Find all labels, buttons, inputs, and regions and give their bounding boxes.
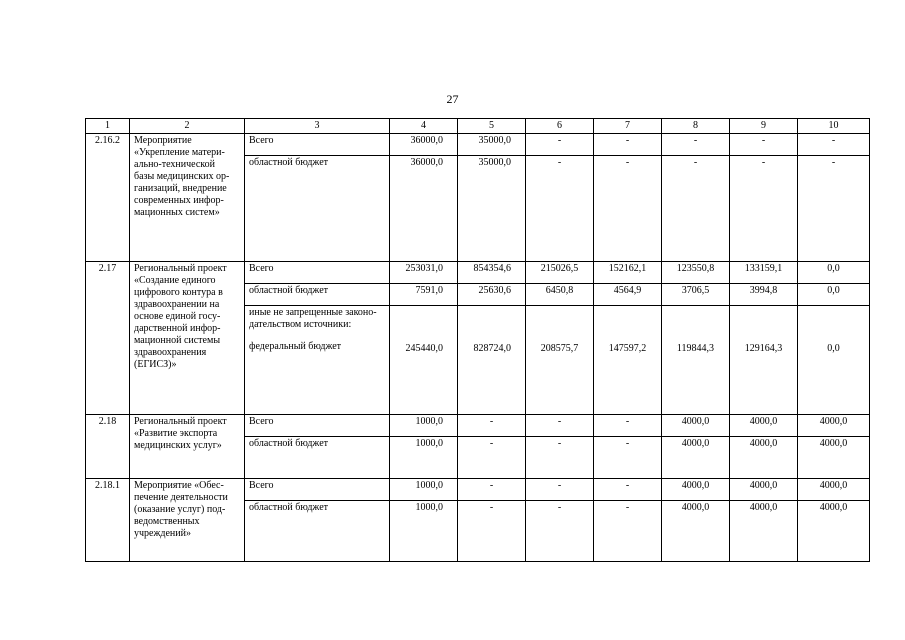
funding-source-label: областной бюджет <box>249 438 329 449</box>
value-cell: 215026,5 <box>526 262 594 284</box>
header-cell: 4 <box>390 119 458 134</box>
header-cell: 8 <box>662 119 730 134</box>
value-cell: 4564,9 <box>594 284 662 306</box>
item-name-line: основе единой госу- <box>134 311 221 322</box>
value-cell: 6450,8 <box>526 284 594 306</box>
value-cell: - <box>458 437 526 479</box>
funding-source-label: областной бюджет <box>249 157 329 168</box>
value-cell: 253031,0 <box>390 262 458 284</box>
value-cell: 4000,0 <box>662 415 730 437</box>
item-name-line: ведомственных <box>134 516 200 527</box>
header-cell: 6 <box>526 119 594 134</box>
item-name-line: «Развитие экспорта <box>134 428 218 439</box>
value-cell: 4000,0 <box>662 437 730 479</box>
header-cell: 3 <box>245 119 390 134</box>
item-name-line: ганизаций, внедрение <box>134 183 227 194</box>
item-name-line: мационной системы <box>134 335 221 346</box>
value-cell: - <box>526 156 594 262</box>
funding-source <box>245 437 390 479</box>
funding-source <box>245 415 390 437</box>
item-code: 2.16.2 <box>86 134 130 262</box>
item-name <box>130 262 245 415</box>
header-cell: 10 <box>798 119 870 134</box>
item-name-line: «Создание единого <box>134 275 216 286</box>
value-cell: - <box>526 437 594 479</box>
value-cell: 854354,6 <box>458 262 526 284</box>
value-cell: - <box>526 134 594 156</box>
value-cell: - <box>662 156 730 262</box>
value-cell: 1000,0 <box>390 437 458 479</box>
value-cell: 245440,0 <box>390 306 458 415</box>
value-cell: - <box>526 415 594 437</box>
item-name-line: учреждений» <box>134 528 191 539</box>
item-name <box>130 415 245 479</box>
funding-subsource: федеральный бюджет <box>249 341 342 352</box>
value-cell: 36000,0 <box>390 156 458 262</box>
header-cell: 2 <box>130 119 245 134</box>
item-name-line: здравоохранения <box>134 347 207 358</box>
value-cell: 208575,7 <box>526 306 594 415</box>
funding-source-label: областной бюджет <box>249 502 329 513</box>
table-row <box>86 262 870 284</box>
value-cell: - <box>798 156 870 262</box>
item-name-line: здравоохранении на <box>134 299 220 310</box>
item-name <box>130 134 245 262</box>
value-cell: - <box>798 134 870 156</box>
value-cell: - <box>594 479 662 501</box>
header-cell: 7 <box>594 119 662 134</box>
value-cell: - <box>594 437 662 479</box>
item-name-line: «Укрепление матери- <box>134 147 225 158</box>
value-cell: 123550,8 <box>662 262 730 284</box>
funding-source <box>245 306 390 415</box>
value-cell: 4000,0 <box>730 415 798 437</box>
value-cell: 0,0 <box>798 284 870 306</box>
value-cell: 1000,0 <box>390 479 458 501</box>
funding-source-label: Всего <box>249 416 274 427</box>
item-code: 2.18.1 <box>86 479 130 562</box>
value-cell: 4000,0 <box>798 479 870 501</box>
header-cell: 5 <box>458 119 526 134</box>
value-cell: 4000,0 <box>798 415 870 437</box>
item-code: 2.18 <box>86 415 130 479</box>
value-cell: - <box>458 415 526 437</box>
value-cell: 4000,0 <box>730 479 798 501</box>
value-cell: - <box>594 156 662 262</box>
item-name-line: современных инфор- <box>134 195 224 206</box>
value-cell: 7591,0 <box>390 284 458 306</box>
value-cell: 4000,0 <box>662 479 730 501</box>
header-row <box>86 119 870 134</box>
item-name-line: мационных систем» <box>134 207 220 218</box>
funding-source <box>245 156 390 262</box>
value-cell: - <box>594 501 662 562</box>
funding-source <box>245 501 390 562</box>
item-name-line: дарственной инфор- <box>134 323 221 334</box>
value-cell: 152162,1 <box>594 262 662 284</box>
value-cell: 35000,0 <box>458 134 526 156</box>
value-cell: 4000,0 <box>730 437 798 479</box>
item-name-line: Региональный проект <box>134 263 227 274</box>
value-cell: - <box>526 501 594 562</box>
value-cell: 3706,5 <box>662 284 730 306</box>
table-row <box>86 479 870 501</box>
value-cell: - <box>730 134 798 156</box>
funding-source <box>245 262 390 284</box>
item-code: 2.17 <box>86 262 130 415</box>
value-cell: 0,0 <box>798 262 870 284</box>
item-name-line: медицинских услуг» <box>134 440 222 451</box>
value-cell: - <box>458 479 526 501</box>
value-cell: - <box>662 134 730 156</box>
value-cell: - <box>594 415 662 437</box>
value-cell: - <box>594 134 662 156</box>
item-name-line: Мероприятие <box>134 135 192 146</box>
item-name-line: базы медицинских ор- <box>134 171 230 182</box>
value-cell: 1000,0 <box>390 501 458 562</box>
value-cell: - <box>526 479 594 501</box>
value-cell: 35000,0 <box>458 156 526 262</box>
budget-table <box>85 118 870 562</box>
item-name-line: цифрового контура в <box>134 287 223 298</box>
item-name <box>130 479 245 562</box>
funding-source-line: иные не запрещенные законо- <box>249 307 377 318</box>
header-cell: 9 <box>730 119 798 134</box>
funding-source-label: Всего <box>249 263 274 274</box>
page-number: 27 <box>446 92 459 106</box>
value-cell: 129164,3 <box>730 306 798 415</box>
table-row <box>86 134 870 156</box>
value-cell: 4000,0 <box>798 501 870 562</box>
value-cell: 147597,2 <box>594 306 662 415</box>
item-name-line: ально-технической <box>134 159 215 170</box>
funding-source <box>245 479 390 501</box>
value-cell: 0,0 <box>798 306 870 415</box>
value-cell: 36000,0 <box>390 134 458 156</box>
value-cell: 4000,0 <box>798 437 870 479</box>
funding-source-label: Всего <box>249 480 274 491</box>
value-cell: 3994,8 <box>730 284 798 306</box>
funding-source-line: дательством источники: <box>249 319 352 330</box>
value-cell: 4000,0 <box>730 501 798 562</box>
value-cell: 828724,0 <box>458 306 526 415</box>
funding-source-label: Всего <box>249 135 274 146</box>
funding-source <box>245 134 390 156</box>
funding-source <box>245 284 390 306</box>
item-name-line: (ЕГИСЗ)» <box>134 359 177 370</box>
value-cell: - <box>730 156 798 262</box>
value-cell: 1000,0 <box>390 415 458 437</box>
item-name-line: Мероприятие «Обес- <box>134 480 224 491</box>
item-name-line: Региональный проект <box>134 416 227 427</box>
value-cell: 133159,1 <box>730 262 798 284</box>
item-name-line: печение деятельности <box>134 492 228 503</box>
funding-source-label: областной бюджет <box>249 285 329 296</box>
value-cell: 119844,3 <box>662 306 730 415</box>
table-row <box>86 415 870 437</box>
value-cell: 4000,0 <box>662 501 730 562</box>
value-cell: - <box>458 501 526 562</box>
value-cell: 25630,6 <box>458 284 526 306</box>
header-cell: 1 <box>86 119 130 134</box>
item-name-line: (оказание услуг) под- <box>134 504 226 515</box>
